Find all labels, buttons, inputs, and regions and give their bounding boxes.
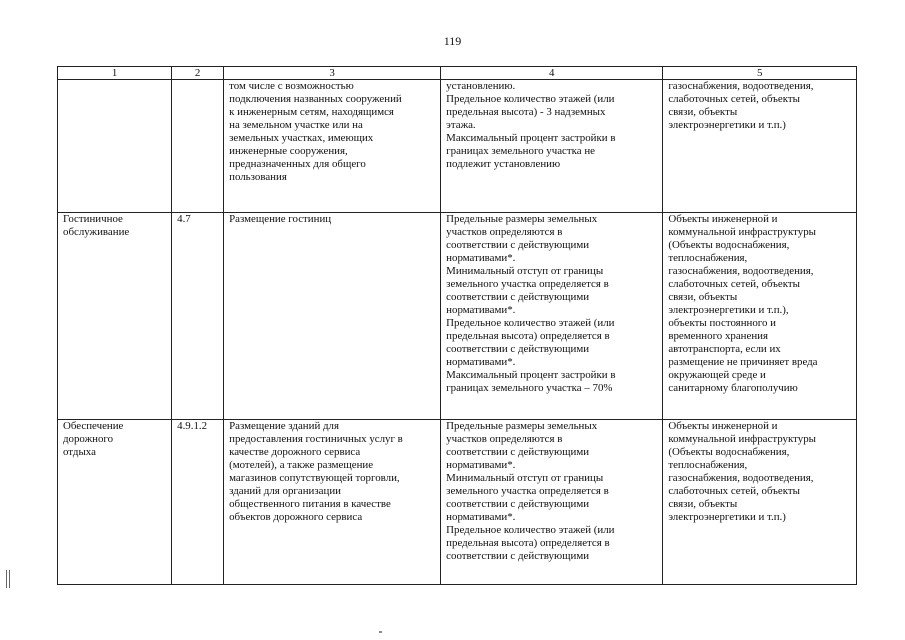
column-header-4: 4	[441, 67, 663, 80]
land-use-name-cell: Гостиничное обслуживание	[58, 213, 172, 420]
land-use-code-cell	[172, 80, 224, 213]
auxiliary-objects-cell: газоснабжения, водоотведения, слаботочных сетей, объекты связи, объекты электроэнергетики и т.п.)	[663, 80, 857, 213]
column-header-5: 5	[663, 67, 857, 80]
table-row	[58, 213, 857, 420]
land-use-table	[57, 66, 857, 585]
column-header-1: 1	[58, 67, 172, 80]
building-parameters-cell: Предельные размеры земельных участков определяются в соответствии с действующими нормативами*. Минимальный отступ от границы земельного участка определяется в соответствии с действующими нормативами*. Предельное количество этажей (или предельная высота) определяется в соответствии с действующими	[441, 420, 663, 585]
auxiliary-objects-cell: Объекты инженерной и коммунальной инфраструктуры (Объекты водоснабжения, теплоснабжения, газоснабжения, водоотведения, слаботочных сетей, объекты связи, объекты электроэнергетики и т.п.), объекты постоянного и временного хранения автотранспорта, если их размещение не причиняет вреда окружающей среде и санитарному благополучию	[663, 213, 857, 420]
land-use-description-cell: Размещение гостиниц	[224, 213, 441, 420]
land-use-code-cell: 4.7	[172, 213, 224, 420]
land-use-name-cell	[58, 80, 172, 213]
scan-margin-mark	[6, 570, 10, 588]
column-header-2: 2	[172, 67, 224, 80]
building-parameters-cell: установлению. Предельное количество этажей (или предельная высота) - 3 надземных этажа. Максимальный процент застройки в границах земельного участка не подлежит установлению	[441, 80, 663, 213]
page-number: 119	[443, 34, 462, 48]
land-use-description-cell: том числе с возможностью подключения названных сооружений к инженерным сетям, находящимся на земельном участке или на земельных участках, имеющих инженерные сооружения, предназначенных для общего пользования	[224, 80, 441, 213]
land-use-name-cell: Обеспечение дорожного отдыха	[58, 420, 172, 585]
land-use-code-cell: 4.9.1.2	[172, 420, 224, 585]
auxiliary-objects-cell: Объекты инженерной и коммунальной инфраструктуры (Объекты водоснабжения, теплоснабжения, газоснабжения, водоотведения, слаботочных сетей, объекты связи, объекты электроэнергетики и т.п.)	[663, 420, 857, 585]
column-header-3: 3	[224, 67, 441, 80]
scan-speck	[379, 631, 382, 633]
land-use-description-cell: Размещение зданий для предоставления гостиничных услуг в качестве дорожного сервиса (мотелей), а также размещение магазинов сопутствующей торговли, зданий для организации общественного питания в качестве объектов дорожного сервиса	[224, 420, 441, 585]
table-row	[58, 420, 857, 585]
building-parameters-cell: Предельные размеры земельных участков определяются в соответствии с действующими нормативами*. Минимальный отступ от границы земельного участка определяется в соответствии с действующими нормативами*. Предельное количество этажей (или предельная высота) определяется в соответствии с действующими нормативами*. Максимальный процент застройки в границах земельного участка – 70%	[441, 213, 663, 420]
table-row	[58, 80, 857, 213]
table-header-row	[58, 67, 857, 80]
